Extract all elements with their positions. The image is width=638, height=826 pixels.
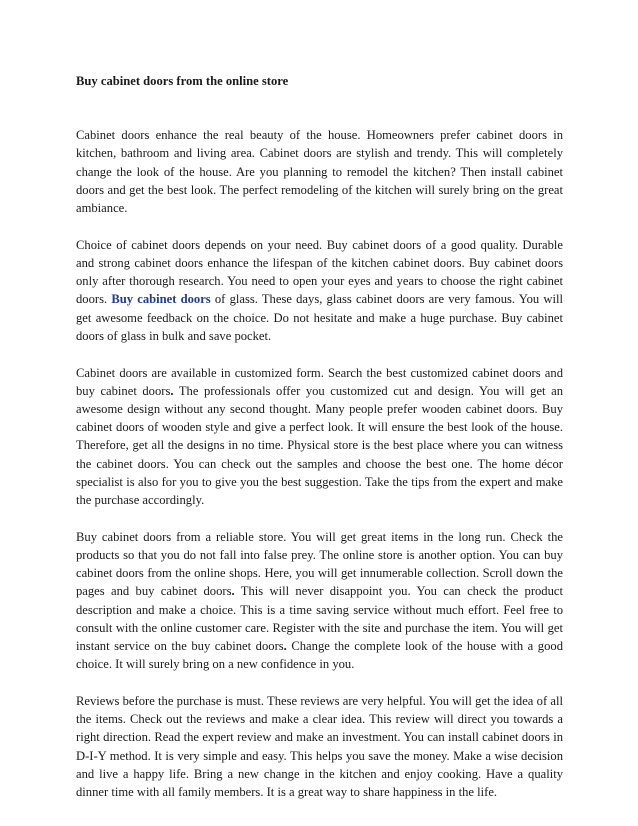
paragraph-2-text-a: Choice of cabinet doors depends on your need. Buy cabinet doors of a good quality. Durable and strong cabinet doors enhance the lifespan of the kitchen cabinet doors. Buy cabinet doors only after thorough research. You need to open your eyes and years to choose the right cabinet doors. [76,237,563,307]
paragraph-5: Reviews before the purchase is must. These reviews are very helpful. You will get the idea of all the items. Check out the reviews and make a clear idea. This review will direct you towards a right direction. Read the expert review and make an investment. You can install cabinet doors in D-I-Y method. It is very simple and easy. This helps you save the money. Make a wise decision and live a happy life. Bring a new change in the kitchen and enjoy cooking. Have a quality dinner time with all family members. It is a great way to share happiness in the life. [76,694,563,800]
paragraph-2 [76,236,563,345]
paragraph-4-bold-dot-2: . [283,639,287,654]
paragraph-4-text-c: Change the complete look of the house with a good choice. It will surely bring on a new confidence in you. [76,639,563,672]
paragraph-2-text-b: of glass. These days, glass cabinet doors are very famous. You will get awesome feedback on the choice. Do not hesitate and make a huge purchase. Buy cabinet doors of glass in bulk and save pocket. [76,292,563,343]
paragraph-3-bold-dot: . [170,383,174,398]
document-page [76,72,563,820]
paragraph-4 [76,528,563,674]
document-title: Buy cabinet doors from the online store [76,74,289,88]
paragraph-3-text-a: Cabinet doors are available in customized form. Search the best customized cabinet doors and buy cabinet doors [76,365,563,398]
paragraph-3-text-b: The professionals offer you customized cut and design. You will get an awesome design without any second thought. Many people prefer wooden cabinet doors. Buy cabinet doors of wooden style and give a perfect look. It will ensure the best look of the house. Therefore, get all the designs in no time. Physical store is the best place where you can witness the cabinet doors. You can check out the samples and choose the best one. The home décor specialist is also for you to give you the best suggestion. Take the tips from the expert and make the purchase accordingly. [76,383,563,508]
paragraph-3 [76,364,563,510]
paragraph-4-text-a: Buy cabinet doors from a reliable store. You will get great items in the long run. Check the products so that you do not fall into false prey. The online store is another option. You can buy cabinet doors from the online shops. Here, you will get innumerable collection. Scroll down the pages and buy cabinet doors [76,529,563,599]
paragraph-1: Cabinet doors enhance the real beauty of the house. Homeowners prefer cabinet doors in kitchen, bathroom and living area. Cabinet doors are stylish and trendy. This will completely change the look of the house. Are you planning to remodel the kitchen? Then install cabinet doors and get the best look. The perfect remodeling of the kitchen will surely bring on the great ambiance. [76,128,563,216]
buy-cabinet-doors-link[interactable]: Buy cabinet doors [111,292,211,307]
paragraph-4-text-b: This will never disappoint you. You can check the product description and make a choice. This is a time saving service without much effort. Feel free to consult with the online customer care. Register with the site and purchase the item. You will get instant service on the buy cabinet doors [76,584,563,654]
paragraph-4-bold-dot-1: . [231,584,235,599]
